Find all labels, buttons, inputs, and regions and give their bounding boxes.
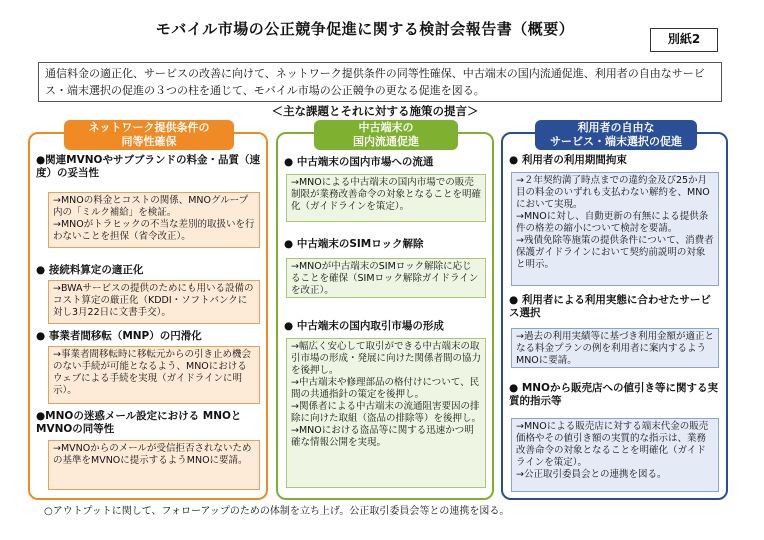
network-item-3-title: ● 事業者間移転（MNP）の円滑化 (36, 330, 202, 342)
column-network-header-line1: ネットワーク提供条件の (88, 121, 210, 134)
column-user-choice (501, 121, 728, 500)
used-item-3-title: ● 中古端末の国内取引市場の形成 (284, 320, 444, 332)
page-title: モバイル市場の公正競争促進に関する検討会報告書（概要） (155, 20, 575, 38)
network-item-4-body: →MVNOからのメールが受信拒否されないための基準をMVNOに提示するようMNOに要請。 (48, 440, 260, 490)
user-item-1-title: ● 利用者の利用期間拘束 (509, 154, 627, 166)
column-used-header-line2: 国内流通促進 (353, 135, 419, 148)
network-item-2-body: →BWAサービスの提供のためにも用いる設備のコスト算定の厳正化（KDDI・ソフトバンクに対し3月22日に文書手交）。 (48, 280, 260, 324)
used-item-2-title: ● 中古端末のSIMロック解除 (284, 238, 424, 250)
column-user-header-line1: 利用者の自由な (577, 121, 655, 134)
user-item-2-title: ● 利用者による利用実態に合わせたサービス選択 (509, 294, 711, 319)
column-used-devices-header (314, 120, 458, 150)
column-user-header-line2: サービス・端末選択の促進 (550, 135, 682, 148)
used-item-1-body: →MNOによる中古端末の国内市場での販売制限が業務改善命令の対象となることを明確化（ガイドラインを策定）。 (286, 174, 486, 222)
network-item-4-title: ●MNOの迷惑メール設定における MNOとMVNOの同等性 (36, 410, 242, 435)
subheading: ＜主な課題とそれに対する施策の提言＞ (271, 104, 479, 118)
network-item-1-body: →MNOの料金とコストの関係、MNOグループ内の「ミルク補給」を検証。 →MNOがトラヒックの不当な差別的取扱いを行わないことを担保（省令改正）。 (48, 192, 260, 248)
user-item-3-body: →MNOによる販売店に対する端末代金の販売価格やその値引き額の実質的な指示は、業務改善命令の対象となることを明確化（ガイドラインを策定）。 →公正取引委員会との連携を図る。 (511, 418, 719, 492)
intro-text: 通信料金の適正化、サービスの改善に向けて、ネットワーク提供条件の同等性確保、中古端末の国内流通促進、利用者の自由なサービス・端末選択の促進の３つの柱を通じて、モバイル市場の公正競争の更なる促進を図る。 (38, 62, 722, 102)
network-item-1-title: ●関連MVNOやサブブランドの料金・品質（速度）の妥当性 (36, 154, 260, 179)
column-network-header-line2: 同等性確保 (121, 135, 177, 148)
network-item-3-body: →事業者間移転時に移転元からの引き止め機会のない手続が可能となるよう、MNOにおけるウェブによる手続を実現（ガイドラインに明示）。 (48, 346, 260, 404)
network-item-2-title: ● 接続料算定の適正化 (36, 264, 144, 276)
used-item-1-title: ● 中古端末の国内市場への流通 (284, 156, 434, 168)
column-used-header-line1: 中古端末の (358, 121, 414, 134)
column-user-choice-header (535, 120, 697, 150)
used-item-2-body: →MNOが中古端末のSIMロック解除に応じることを確保（SIMロック解除ガイドラインを改正）。 (286, 258, 486, 298)
used-item-3-body: →幅広く安心して取引ができる中古端末の取引市場の形成・発展に向けた関係者間の協力を後押し。 →中古端末や修理部品の格付けについて、民間の共通指針の策定を後押し。 →関係者による中古端末の流通阻害要因の排除に向けた取組（盗品の排除等）を後押し。 →MNOにおける盗品等に関する迅速かつ明確な情報公開を実現。 (286, 338, 486, 488)
footnote: ○アウトプットに関して、フォローアップのための体制を立ち上げ。公正取引委員会等との連携を図る。 (44, 506, 510, 517)
user-item-2-body: →過去の利用実績等に基づき利用金額が適正となる料金プランの例を利用者に案内するようMNOに要請。 (511, 328, 719, 368)
user-item-1-body: →２年契約満了時点までの違約金及び25か月目の料金のいずれも支払わない解約を、MNOにおいて実現。 →MNOに対し、自動更新の有無による提供条件の格差の縮小について検討を要請。 →残債免除等施策の提供条件について、消費者保護ガイドラインにおいて契約前説明の対象と明示。 (511, 172, 719, 286)
annex-label: 別紙2 (650, 28, 718, 52)
column-network-header (64, 120, 234, 150)
column-network (28, 121, 268, 500)
user-item-3-title: ● MNOから販売店への値引き等に関する実質的指示等 (509, 382, 718, 407)
column-used-devices (276, 121, 494, 500)
